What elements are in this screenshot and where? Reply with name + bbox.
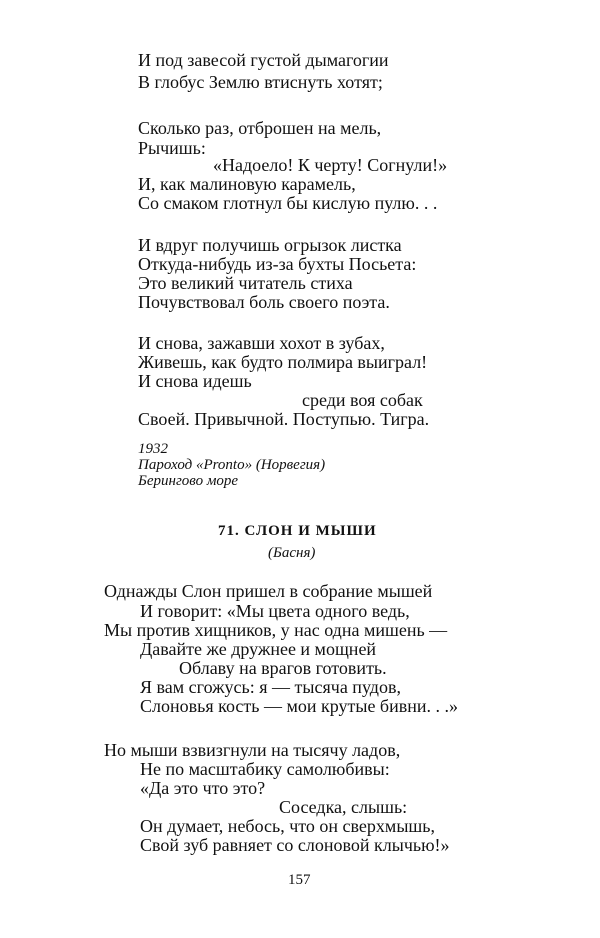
verse-line: И, как малиновую карамель, xyxy=(138,174,356,194)
verse-line: Со смаком глотнул бы кислую пулю. . . xyxy=(138,193,438,213)
verse-line: Но мыши взвизгнули на тысячу ладов, xyxy=(104,740,401,760)
verse-line: И под завесой густой дымагогии xyxy=(138,50,389,70)
verse-line: Давайте же дружнее и мощней xyxy=(140,639,377,659)
verse-line: Облаву на врагов готовить. xyxy=(179,658,387,678)
verse-line: Он думает, небось, что он сверхмышь, xyxy=(140,816,435,836)
verse-line: Свой зуб равняет со слоновой клычью!» xyxy=(140,835,450,855)
verse-line: «Да это что это? xyxy=(140,778,266,798)
poem-title: 71. СЛОН И МЫШИ xyxy=(218,523,377,539)
verse-line: Откуда-нибудь из-за бухты Посьета: xyxy=(138,254,417,274)
verse-line: Не по масштабику самолюбивы: xyxy=(140,759,390,779)
verse-line: «Надоело! К черту! Согнули!» xyxy=(213,155,448,175)
verse-line: В глобус Землю втиснуть хотят; xyxy=(138,72,383,92)
verse-line: И вдруг получишь огрызок листка xyxy=(138,235,402,255)
verse-line: Сколько раз, отброшен на мель, xyxy=(138,118,382,138)
verse-line: среди воя собак xyxy=(302,390,423,410)
verse-line: Слоновья кость — мои крутые бивни. . .» xyxy=(140,696,458,716)
verse-line: Однажды Слон пришел в собрание мышей xyxy=(104,581,433,601)
verse-line: Это великий читатель стиха xyxy=(138,273,353,293)
poem-place: Берингово море xyxy=(138,473,239,489)
verse-line: Мы против хищников, у нас одна мишень — xyxy=(104,620,448,640)
poem-subtitle: (Басня) xyxy=(268,545,316,561)
verse-line: Своей. Привычной. Поступью. Тигра. xyxy=(138,409,430,429)
verse-line: Я вам сгожусь: я — тысяча пудов, xyxy=(140,677,401,697)
verse-line: Рычишь: xyxy=(138,138,206,158)
poem-place: Пароход «Pronto» (Норвегия) xyxy=(138,457,326,473)
verse-line: Живешь, как будто полмира выиграл! xyxy=(138,352,428,372)
verse-line: Почувствовал боль своего поэта. xyxy=(138,292,390,312)
verse-line: И снова идешь xyxy=(138,371,252,391)
verse-line: Соседка, слышь: xyxy=(279,797,408,817)
poem-date: 1932 xyxy=(138,441,168,457)
verse-line: И говорит: «Мы цвета одного ведь, xyxy=(140,601,410,621)
page-number: 157 xyxy=(288,872,311,888)
verse-line: И снова, зажавши хохот в зубах, xyxy=(138,333,385,353)
